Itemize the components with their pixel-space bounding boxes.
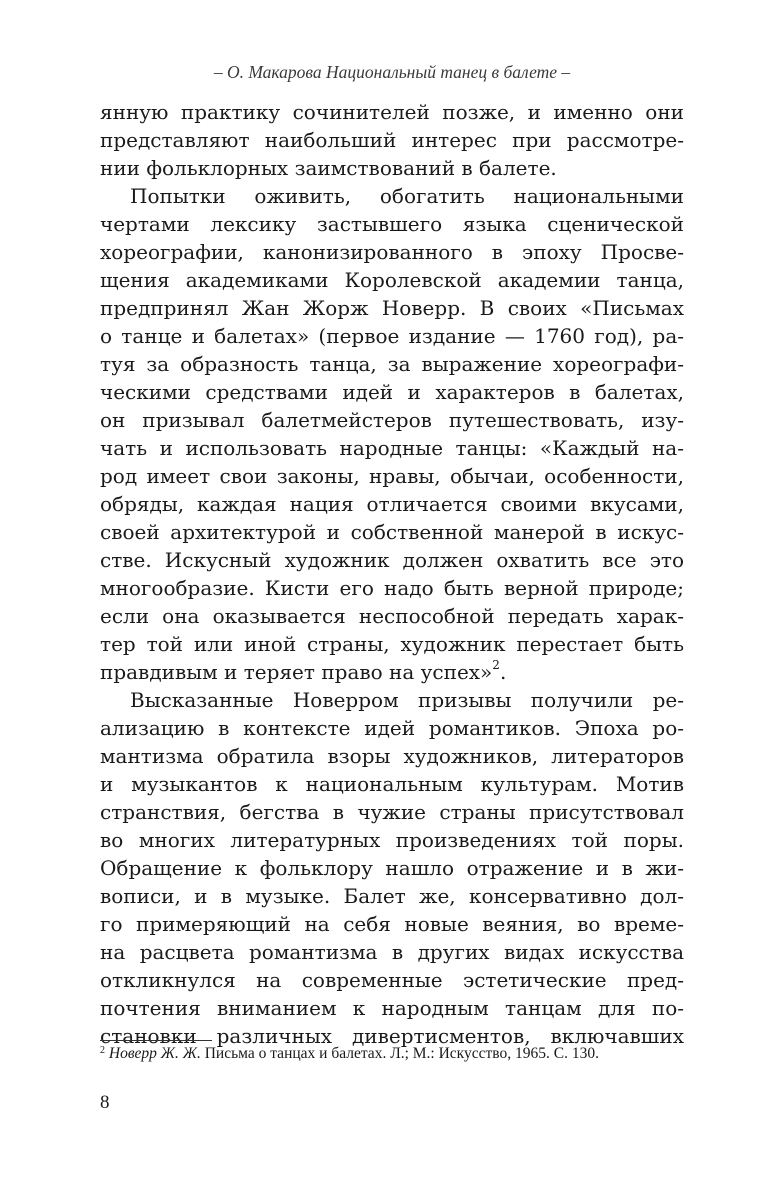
text-line: становки различных дивертисментов, включавших (100, 1024, 684, 1048)
text-line: тер той или иной страны, художник перестает быть (100, 632, 684, 656)
page-number: 8 (100, 1092, 110, 1113)
text-line: нии фольклорных заимствований в балете. (100, 156, 557, 180)
text-line: правдивым и теряет право на успех» (100, 660, 493, 684)
text-line: обряды, каждая нация отличается своими вкусами, (100, 492, 684, 516)
text-line: если она оказывается неспособной передать харак- (100, 604, 684, 628)
text-line: и музыкантов к национальным культурам. Мотив (100, 772, 684, 796)
footnote-divider (100, 1040, 212, 1041)
text-line: Попытки оживить, обогатить национальными (130, 184, 684, 208)
text-line: щения академиками Королевской академии танца, (100, 268, 684, 292)
footnote-number: 2 (100, 1045, 105, 1056)
text-line: своей архитектурой и собственной манерой в искус- (100, 520, 684, 544)
text-line: ческими средствами идей и характеров в балетах, (100, 380, 684, 404)
footnote-reference[interactable]: 2 (492, 658, 500, 673)
text-line-with-footnote (100, 658, 684, 686)
body-text (100, 98, 684, 1050)
text-line: странствия, бегства в чужие страны присутствовал (100, 800, 684, 824)
footnote-text: Письма о танцах и балетах. Л.; М.: Искусство, 1965. С. 130. (200, 1045, 599, 1062)
period: . (499, 660, 507, 684)
text-line: стве. Искусный художник должен охватить все это (100, 548, 684, 572)
text-line: многообразие. Кисти его надо быть верной природе; (100, 576, 684, 600)
text-line: вописи, и в музыке. Балет же, консервативно дол- (100, 884, 684, 908)
text-line: представляют наибольший интерес при рассмотре- (100, 128, 684, 152)
text-line: откликнулся на современные эстетические пред- (100, 968, 684, 992)
footnote-author: Новерр Ж. Ж. (108, 1045, 201, 1062)
text-line: чать и использовать народные танцы: «Каждый на- (100, 436, 684, 460)
text-line: Высказанные Новерром призывы получили ре- (130, 688, 684, 712)
text-line: предпринял Жан Жорж Новерр. В своих «Письмах (100, 296, 684, 320)
text-line: почтения вниманием к народным танцам для по- (100, 996, 684, 1020)
text-line: во многих литературных произведениях той поры. (100, 828, 684, 852)
text-line: ализацию в контексте идей романтиков. Эпоха ро- (100, 716, 684, 740)
footnote (100, 1045, 684, 1063)
text-line: Обращение к фольклору нашло отражение и в жи- (100, 856, 684, 880)
text-line: род имеет свои законы, нравы, обычаи, особенности, (100, 464, 684, 488)
text-line: он призывал балетмейстеров путешествовать, изу- (100, 408, 684, 432)
text-line: хореографии, канонизированного в эпоху Просве- (100, 240, 684, 264)
text-line: го примеряющий на себя новые веяния, во време- (100, 912, 684, 936)
text-line: мантизма обратила взоры художников, литераторов (100, 744, 684, 768)
running-header: – О. Макарова Национальный танец в балете – (213, 62, 571, 82)
text-line: о танце и балетах» (первое издание — 1760 год), ра- (100, 324, 684, 348)
text-line: туя за образность танца, за выражение хореографи- (100, 352, 684, 376)
text-line: янную практику сочинителей позже, и именно они (100, 100, 684, 124)
text-line: на расцвета романтизма в других видах искусства (100, 940, 684, 964)
text-line: чертами лексику застывшего языка сценической (100, 212, 684, 236)
